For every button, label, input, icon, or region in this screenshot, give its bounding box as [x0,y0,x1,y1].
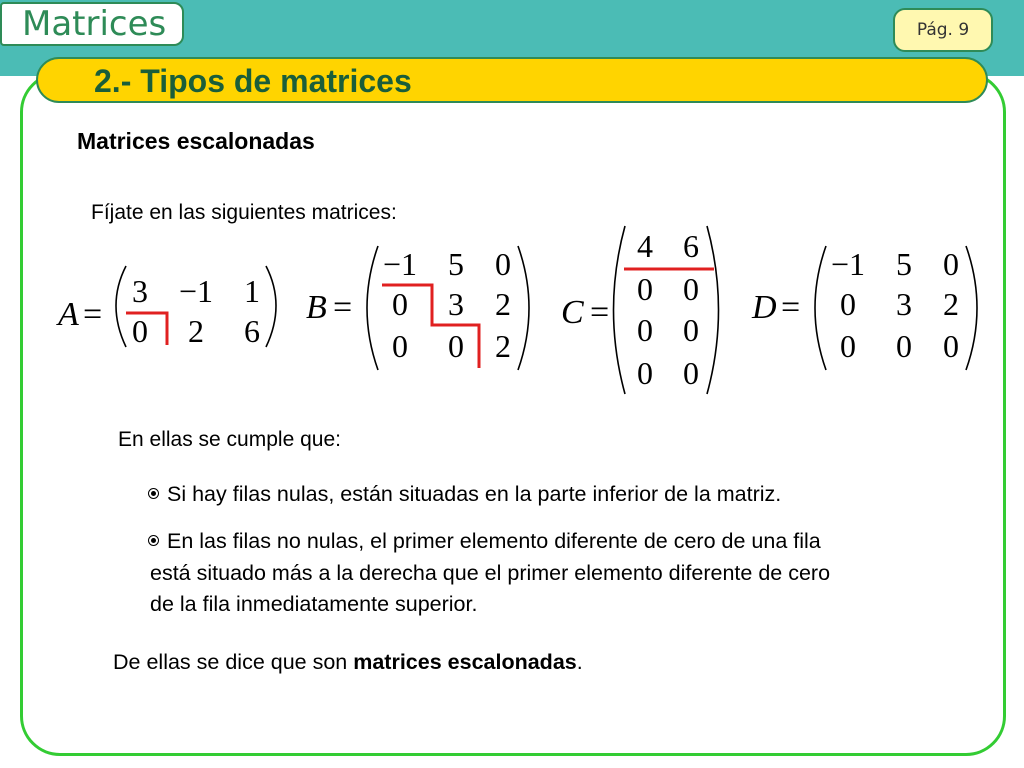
bullet-icon [148,488,159,499]
matrix-c-cell: 0 [637,271,653,307]
matrix-c-cell: 4 [637,228,653,264]
matrix-c-cell: 0 [683,355,699,391]
matrix-c [561,226,719,394]
matrix-c-cell: 6 [683,228,699,264]
right-parenthesis [266,266,276,347]
bullet-text-line: está situado más a la derecha que el primer elemento diferente de cero [150,561,831,585]
matrix-d [751,246,977,370]
conclusion-suffix: . [576,650,583,674]
matrix-d-cell: 0 [840,328,856,364]
matrix-a-cell: 1 [244,273,260,309]
matrix-b-cell: 3 [448,286,464,322]
right-parenthesis [966,246,977,370]
app-title-tab[interactable]: Matrices [0,2,184,46]
matrix-d-cell: 0 [840,286,856,322]
matrix-c-cell: 0 [637,312,653,348]
matrix-a [56,266,276,349]
conclusion-bold-term: matrices escalonadas [353,650,577,674]
bullet-item [148,525,988,557]
equals-sign: = [333,289,353,326]
matrix-b [306,246,529,370]
matrix-a-cell: 6 [244,313,260,349]
slide-title: 2.- Tipos de matrices [94,63,412,99]
matrix-b-cell: 0 [448,328,464,364]
matrix-c-cell: 0 [637,355,653,391]
bullet-text-line: de la fila inmediatamente superior. [150,592,478,616]
matrix-a-cell: 2 [188,313,204,349]
left-parenthesis [367,246,378,370]
intro-text: Fíjate en las siguientes matrices: [91,201,397,224]
conditions-intro: En ellas se cumple que: [118,428,341,451]
matrix-d-label: D [752,289,777,326]
matrix-d-cell: 5 [896,246,912,282]
bullet-text: Si hay filas nulas, están situadas en la parte inferior de la matriz. [167,482,782,506]
conclusion-text [113,646,583,678]
matrix-d-cell: −1 [830,246,866,282]
left-parenthesis [116,266,126,347]
matrix-b-cell: −1 [382,246,418,282]
matrix-c-cell: 0 [683,271,699,307]
matrix-b-label: B [306,289,327,326]
page-number-badge: Pág. 9 [893,8,993,52]
matrix-d-cell: 2 [943,286,959,322]
left-parenthesis [614,226,626,394]
equals-sign: = [781,289,801,326]
equals-sign: = [83,296,103,333]
matrix-b-cell: 0 [392,328,408,364]
matrix-a-cell: −1 [178,273,214,309]
matrix-d-cell: 0 [943,328,959,364]
conclusion-prefix: De ellas se dice que son [113,650,354,674]
left-parenthesis [815,246,826,370]
matrix-b-cell: 0 [495,246,511,282]
bullet-item [148,478,988,510]
bullet-text-line: En las filas no nulas, el primer elemento diferente de cero de una fila [167,529,821,553]
bullet-icon [148,535,159,546]
matrix-d-cell: 0 [896,328,912,364]
matrix-a-cell: 0 [132,313,148,349]
matrix-b-cell: 0 [392,286,408,322]
matrix-a-cell: 3 [132,273,148,309]
matrix-d-cell: 3 [896,286,912,322]
matrix-d-cell: 0 [943,246,959,282]
equals-sign: = [590,294,610,331]
matrix-c-cell: 0 [683,312,699,348]
matrix-b-cell: 5 [448,246,464,282]
matrix-b-cell: 2 [495,286,511,322]
matrix-c-label: C [561,294,584,331]
section-heading: Matrices escalonadas [77,128,315,154]
matrix-b-cell: 2 [495,328,511,364]
matrix-a-label: A [58,296,79,333]
right-parenthesis [518,246,529,370]
right-parenthesis [707,226,719,394]
